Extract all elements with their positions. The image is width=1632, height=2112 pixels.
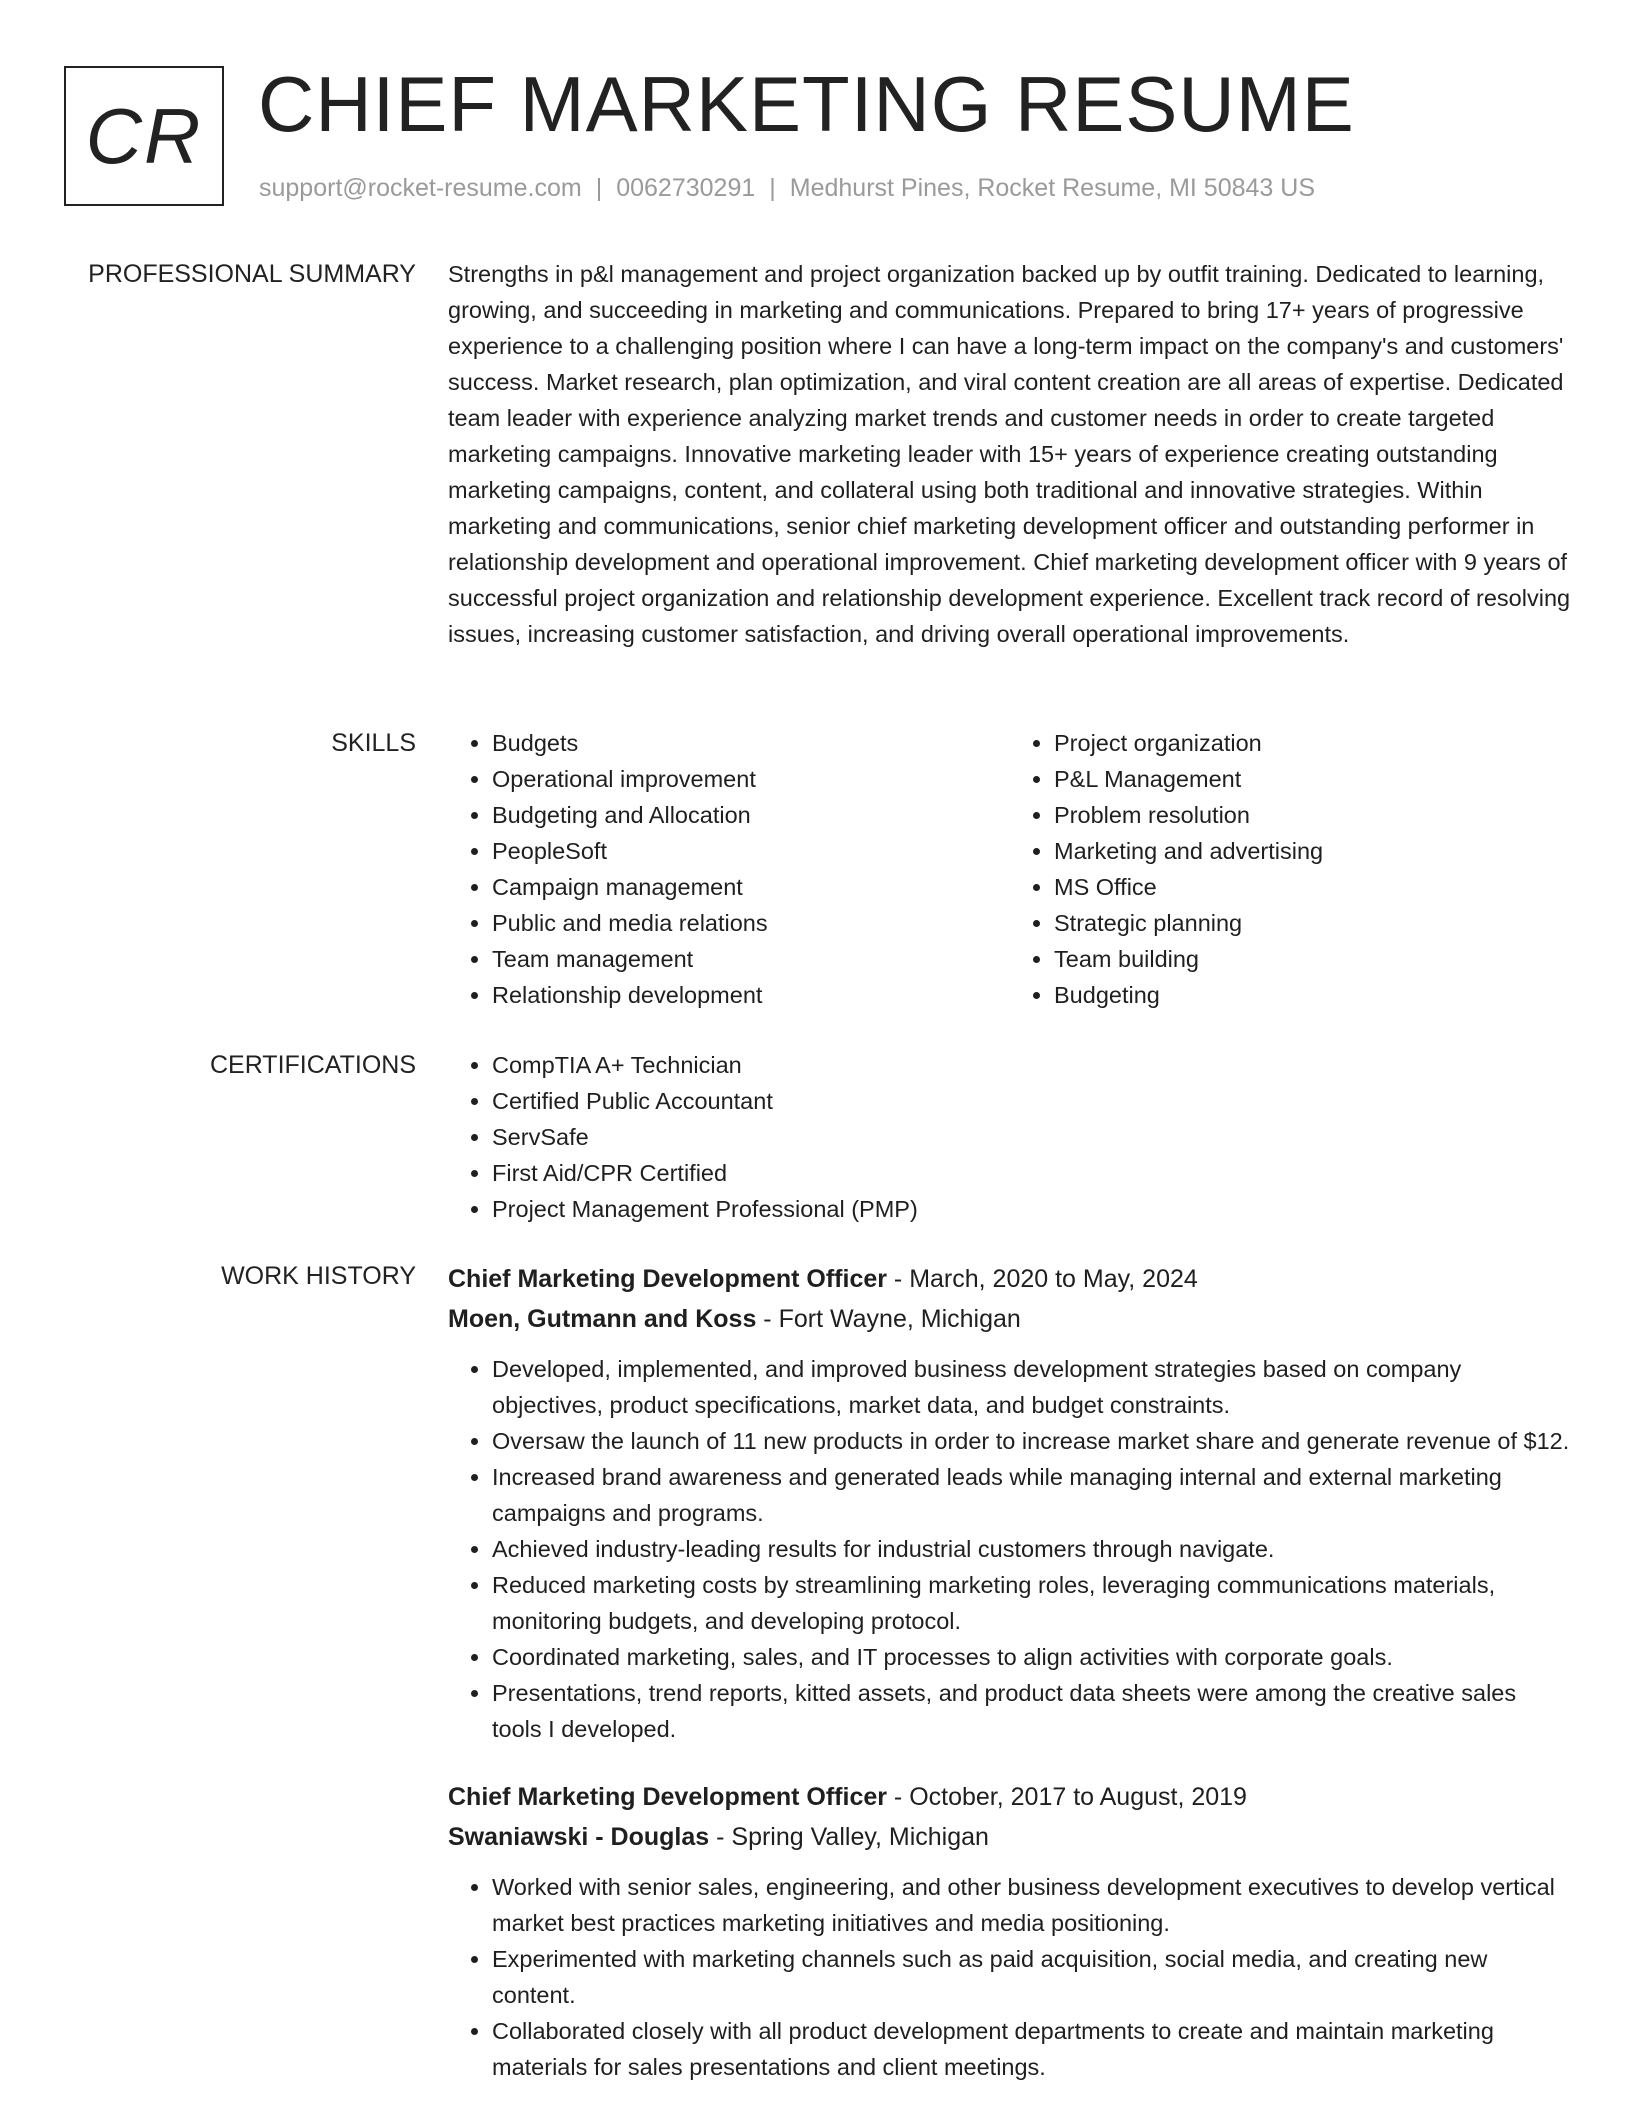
job-title-line <box>448 1259 1572 1299</box>
list-item: • Problem resolution <box>1054 797 1572 833</box>
list-item: • Budgeting and Allocation <box>492 797 1010 833</box>
job-location: - Fort Wayne, Michigan <box>756 1305 1021 1333</box>
list-item: • Budgets <box>492 725 1010 761</box>
contact-separator: | <box>595 174 603 202</box>
job-bullets <box>448 1869 1572 2085</box>
skills-list-right <box>1010 725 1572 1013</box>
contact-phone: 0062730291 <box>616 174 756 202</box>
job-title: Chief Marketing Development Officer <box>448 1783 887 1811</box>
list-item: • Strategic planning <box>1054 905 1572 941</box>
job-title: Chief Marketing Development Officer <box>448 1265 887 1293</box>
section-label-work-history: WORK HISTORY <box>221 1262 416 1290</box>
contact-email: support@rocket-resume.com <box>259 174 582 202</box>
job-company: Moen, Gutmann and Koss <box>448 1305 757 1333</box>
monogram-initials: CR <box>85 91 203 180</box>
job-dates: - October, 2017 to August, 2019 <box>886 1783 1247 1811</box>
list-item: • Campaign management <box>492 869 1010 905</box>
contact-separator: | <box>769 174 776 202</box>
list-item: • Oversaw the launch of 11 new products in order to increase market share and generate revenue of $12. <box>492 1423 1572 1459</box>
list-item: • Operational improvement <box>492 761 1010 797</box>
section-label-summary: PROFESSIONAL SUMMARY <box>88 260 416 288</box>
list-item: • Public and media relations <box>492 905 1010 941</box>
job-entry <box>448 1777 1572 2085</box>
list-item: • Developed, implemented, and improved business development strategies based on company objectives, product specifications, market data, and budget constraints. <box>492 1351 1572 1423</box>
list-item: • ServSafe <box>492 1119 1572 1155</box>
list-item: • Marketing and advertising <box>1054 833 1572 869</box>
list-item: • Project organization <box>1054 725 1572 761</box>
summary-text: Strengths in p&l management and project organization backed up by outfit training. Dedicated to learning, growing, and succeeding in marketing and communications. Prepared to bring 17+ years of progressive experience to a challenging position where I can have a long-term impact on the company's and customers' success. Market research, plan optimization, and viral content creation are all areas of expertise. Dedicated team leader with experience analyzing market trends and customer needs in order to create targeted marketing campaigns. Innovative marketing leader with 15+ years of experience creating outstanding marketing campaigns, content, and collateral using both traditional and innovative strategies. Within marketing and communications, senior chief marketing development officer and outstanding performer in relationship development and operational improvement. Chief marketing development officer with 9 years of successful project organization and relationship development experience. Excellent track record of resolving issues, increasing customer satisfaction, and driving overall operational improvements. <box>448 261 1571 647</box>
list-item: • Team management <box>492 941 1010 977</box>
list-item: • Team building <box>1054 941 1572 977</box>
job-entry <box>448 1259 1572 1747</box>
section-label-skills: SKILLS <box>331 729 416 757</box>
certifications-body <box>448 1047 1572 1227</box>
list-item: • CompTIA A+ Technician <box>492 1047 1572 1083</box>
job-company-line <box>448 1299 1572 1339</box>
list-item: • MS Office <box>1054 869 1572 905</box>
skills-columns <box>448 725 1572 1013</box>
list-item: • Reduced marketing costs by streamlining marketing roles, leveraging communications materials, monitoring budgets, and developing protocol. <box>492 1567 1572 1639</box>
resume-title: CHIEF MARKETING RESUME <box>258 60 1355 148</box>
list-item: • Coordinated marketing, sales, and IT processes to align activities with corporate goals. <box>492 1639 1572 1675</box>
job-location: - Spring Valley, Michigan <box>709 1823 989 1851</box>
job-company-line <box>448 1817 1572 1857</box>
list-item: • Experimented with marketing channels such as paid acquisition, social media, and creating new content. <box>492 1941 1572 2013</box>
list-item: • Worked with senior sales, engineering, and other business development executives to develop vertical market best practices marketing initiatives and media positioning. <box>492 1869 1572 1941</box>
section-label-certifications: CERTIFICATIONS <box>209 1051 416 1079</box>
list-item: • P&L Management <box>1054 761 1572 797</box>
certifications-list <box>448 1047 1572 1227</box>
monogram-box <box>64 66 224 206</box>
list-item: • Collaborated closely with all product development departments to create and maintain marketing materials for sales presentations and client meetings. <box>492 2013 1572 2085</box>
list-item: • Achieved industry-leading results for industrial customers through navigate. <box>492 1531 1572 1567</box>
list-item: • Budgeting <box>1054 977 1572 1013</box>
skills-list-left <box>448 725 1010 1013</box>
work-history-body <box>448 1259 1572 2085</box>
job-company: Swaniawski - Douglas <box>448 1823 710 1851</box>
list-item: • PeopleSoft <box>492 833 1010 869</box>
list-item: • Certified Public Accountant <box>492 1083 1572 1119</box>
job-title-line <box>448 1777 1572 1817</box>
list-item: • Increased brand awareness and generated leads while managing internal and external marketing campaigns and programs. <box>492 1459 1572 1531</box>
job-bullets <box>448 1351 1572 1747</box>
contact-address: Medhurst Pines, Rocket Resume, MI 50843 US <box>789 174 1315 202</box>
skills-body <box>448 725 1572 1013</box>
list-item: • Presentations, trend reports, kitted assets, and product data sheets were among the creative sales tools I developed. <box>492 1675 1572 1747</box>
list-item: • First Aid/CPR Certified <box>492 1155 1572 1191</box>
list-item: • Project Management Professional (PMP) <box>492 1191 1572 1227</box>
list-item: • Relationship development <box>492 977 1010 1013</box>
job-dates: - March, 2020 to May, 2024 <box>886 1265 1198 1293</box>
contact-line <box>259 174 1315 203</box>
